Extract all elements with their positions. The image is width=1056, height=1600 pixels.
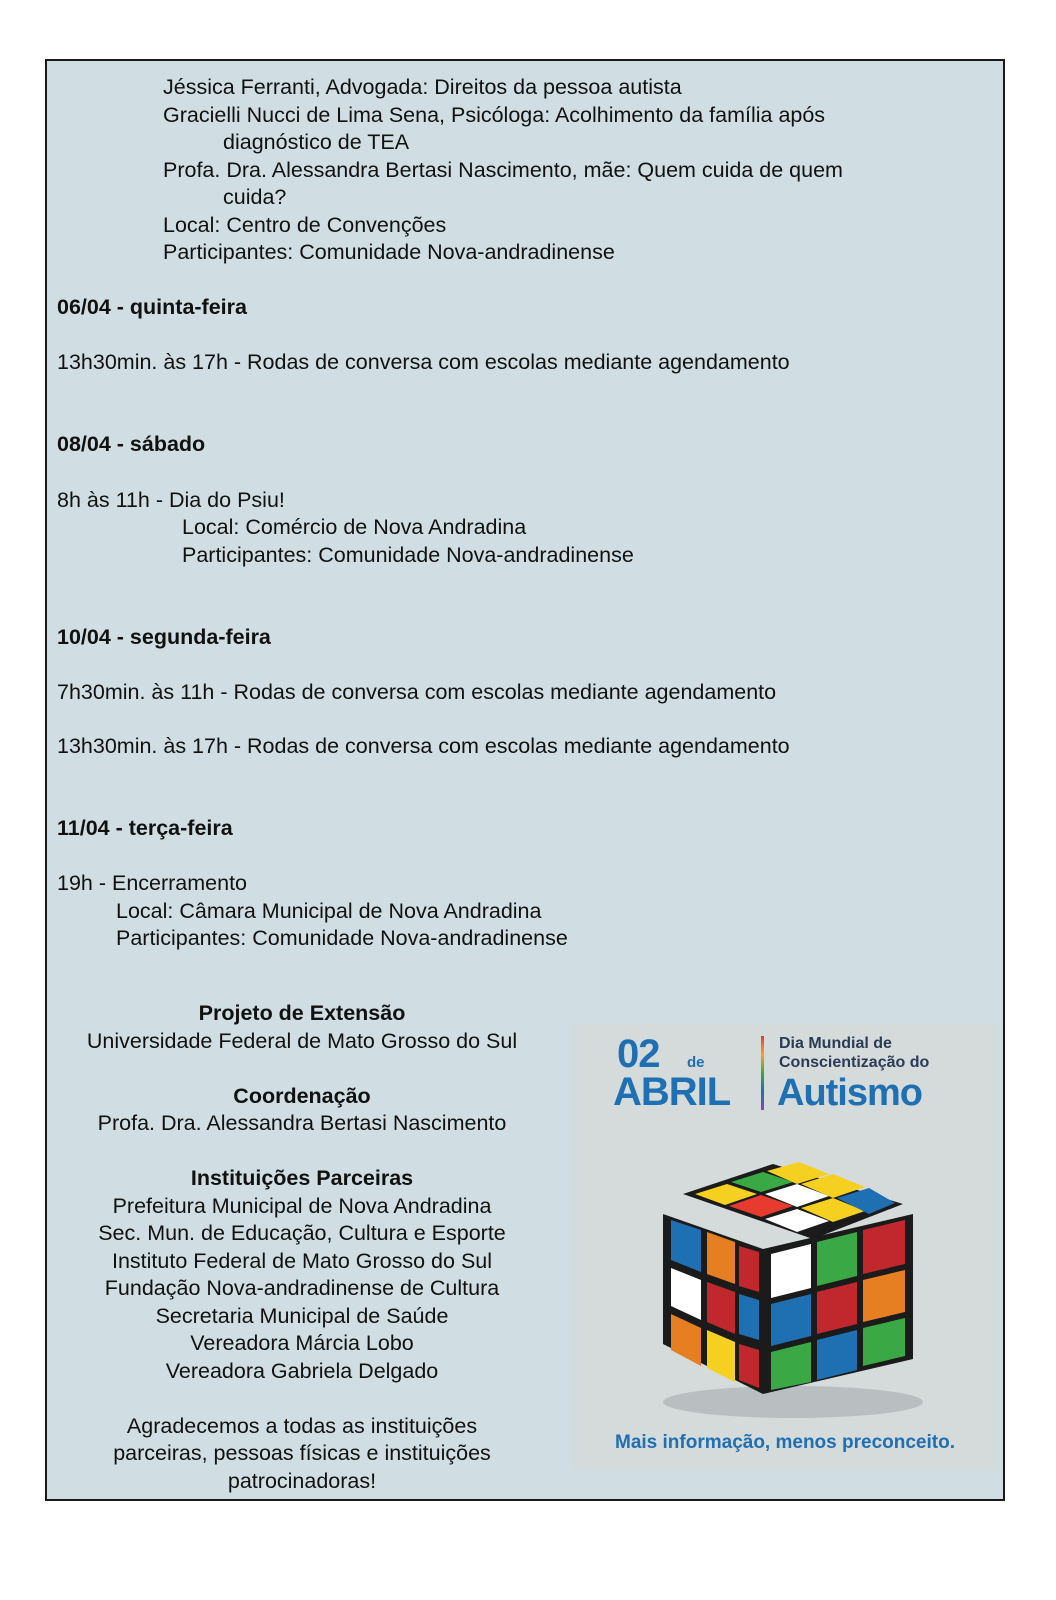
- partner-item: Vereadora Gabriela Delgado: [165, 1358, 439, 1383]
- speaker-line-cont: diagnóstico de TEA: [223, 130, 410, 154]
- poster-slogan: Mais informação, menos preconceito.: [615, 1432, 955, 1453]
- poster-de: de: [687, 1054, 705, 1071]
- partner-item: Instituto Federal de Mato Grosso do Sul: [111, 1248, 493, 1273]
- location-line: Local: Centro de Convenções: [163, 213, 447, 237]
- poster-subtitle-line2: Conscientização do: [779, 1054, 930, 1071]
- coordinator-name: Profa. Dra. Alessandra Bertasi Nascimento: [97, 1111, 507, 1135]
- partner-item: Sec. Mun. de Educação, Cultura e Esporte: [98, 1221, 506, 1245]
- rainbow-divider: [761, 1036, 764, 1110]
- participants-line: Participantes: Comunidade Nova-andradinense: [182, 543, 634, 567]
- event-program-panel: [45, 59, 1005, 1501]
- day-heading: 10/04 - segunda-feira: [57, 625, 271, 649]
- autism-awareness-poster: [573, 1024, 997, 1470]
- schedule-section: [47, 61, 1003, 986]
- partner-item: Secretaria Municipal de Saúde: [155, 1303, 449, 1328]
- partner-item: Prefeitura Municipal de Nova Andradina: [112, 1193, 492, 1218]
- speaker-line: Profa. Dra. Alessandra Bertasi Nascimento, mãe: Quem cuida de quem: [163, 158, 843, 182]
- location-line: Local: Câmara Municipal de Nova Andradina: [116, 899, 542, 923]
- rubiks-cube-icon: [623, 1154, 943, 1424]
- thanks-line: parceiras, pessoas físicas e instituições: [113, 1441, 491, 1465]
- partners-title: Instituições Parceiras: [190, 1166, 414, 1190]
- footer-section: [47, 988, 1003, 1499]
- poster-subtitle: [779, 1034, 929, 1072]
- project-title: Projeto de Extensão: [198, 1001, 406, 1025]
- day-heading: 11/04 - terça-feira: [57, 816, 233, 840]
- location-line: Local: Comércio de Nova Andradina: [182, 515, 527, 539]
- activity-line: 8h às 11h - Dia do Psiu!: [57, 488, 285, 512]
- poster-subtitle-line1: Dia Mundial de: [779, 1035, 892, 1052]
- speaker-line: Gracielli Nucci de Lima Sena, Psicóloga: Acolhimento da família após: [163, 103, 826, 127]
- day-heading: 08/04 - sábado: [57, 432, 206, 456]
- activity-line: 13h30min. às 17h - Rodas de conversa com escolas mediante agendamento: [57, 734, 790, 758]
- poster-month: ABRIL: [613, 1070, 731, 1114]
- thanks-line: Agradecemos a todas as instituições: [126, 1413, 478, 1438]
- partner-item: Fundação Nova-andradinense de Cultura: [104, 1276, 500, 1300]
- poster-title: Autismo: [777, 1072, 922, 1114]
- participants-line: Participantes: Comunidade Nova-andradinense: [163, 240, 615, 264]
- activity-line: 13h30min. às 17h - Rodas de conversa com escolas mediante agendamento: [57, 350, 790, 374]
- activity-line: 19h - Encerramento: [57, 871, 248, 895]
- participants-line: Participantes: Comunidade Nova-andradinense: [116, 926, 568, 950]
- speaker-line: Jéssica Ferranti, Advogada: Direitos da pessoa autista: [163, 75, 682, 99]
- poster-day: 02: [617, 1032, 660, 1076]
- credits-block: [55, 1000, 549, 1495]
- coordination-title: Coordenação: [233, 1083, 371, 1108]
- activity-line: 7h30min. às 11h - Rodas de conversa com escolas mediante agendamento: [57, 680, 777, 704]
- partner-item: Vereadora Márcia Lobo: [190, 1331, 414, 1355]
- university-name: Universidade Federal de Mato Grosso do Sul: [86, 1028, 518, 1053]
- thanks-line: patrocinadoras!: [227, 1468, 377, 1493]
- day-heading: 06/04 - quinta-feira: [57, 295, 247, 319]
- speaker-line-cont: cuida?: [223, 185, 287, 209]
